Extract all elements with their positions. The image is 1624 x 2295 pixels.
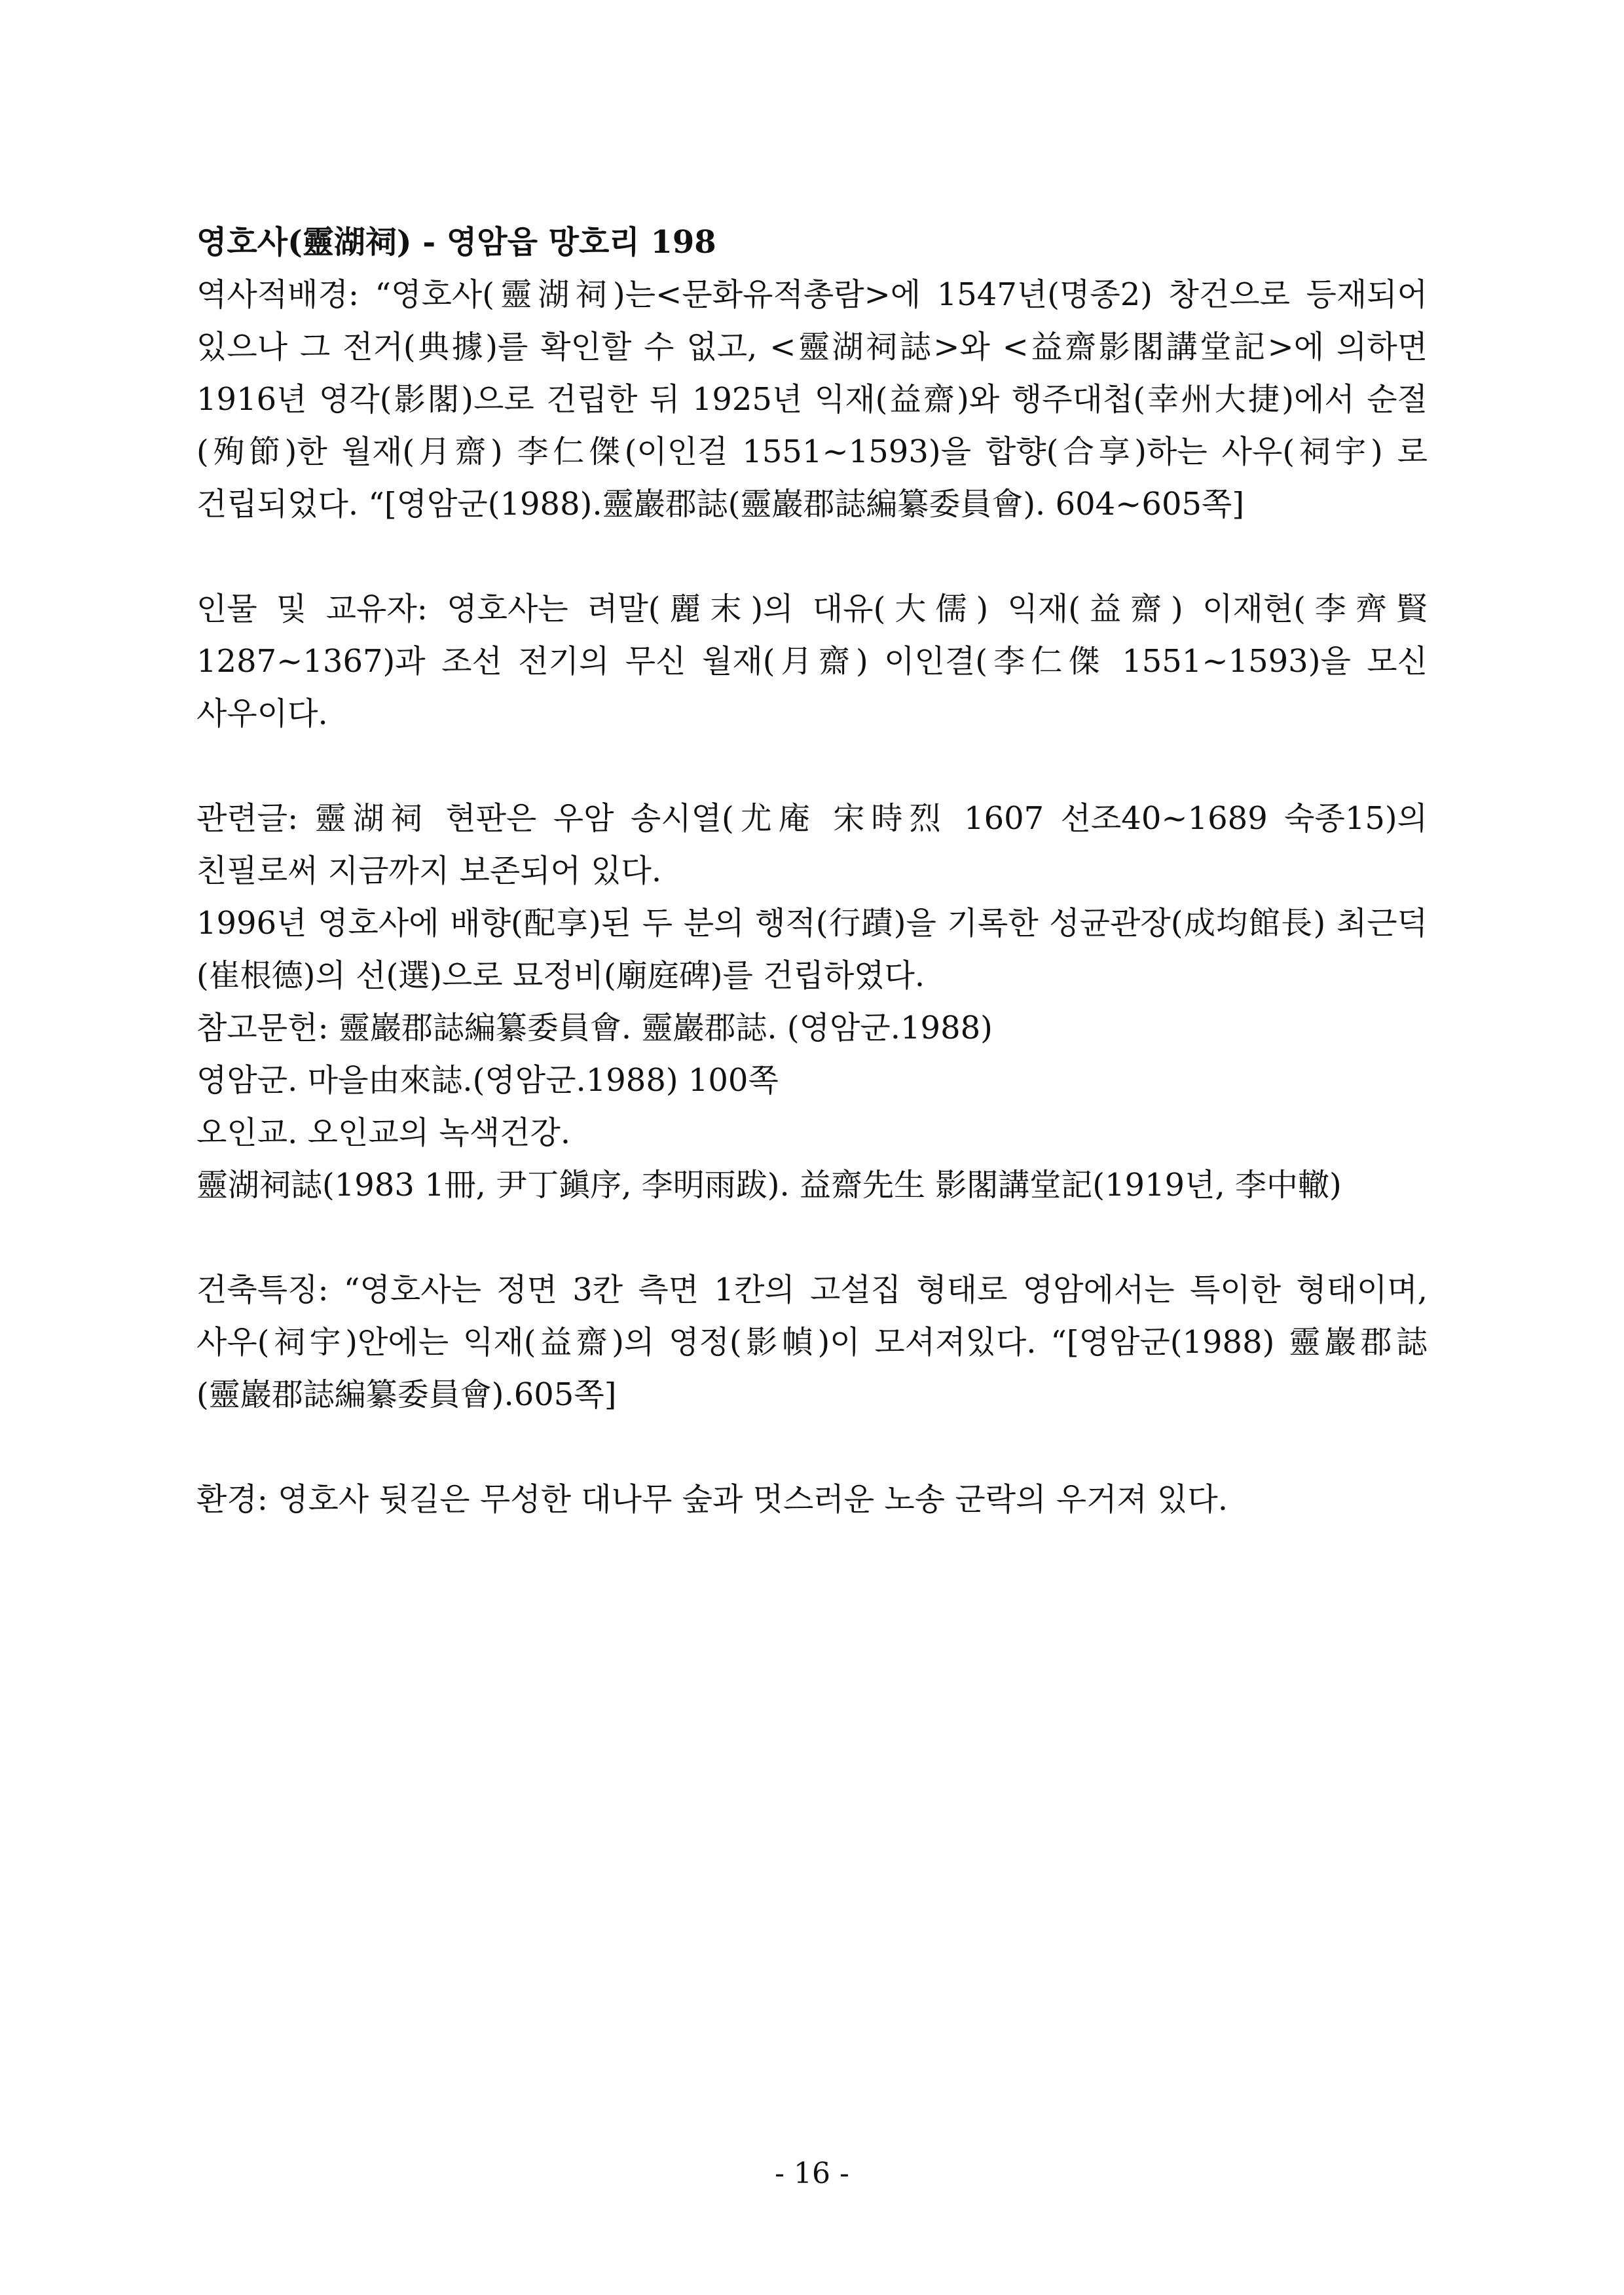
history-paragraph: 역사적배경: “영호사(靈湖祠)는<문화유적총람>에 1547년(명종2) 창건으로 등재되어 있으나 그 전거(典據)를 확인할 수 없고, <靈湖祠誌>와 <益齋影閣講堂記>에 의하면 1916년 영각(影閣)으로 건립한 뒤 1925년 익재(益齋)와 행주대첩(幸州大捷)에서 순절(殉節)한 월재(月齋) 李仁傑(이인걸 1551~1593)을 합향(合享)하는 사우(祠宇) 로 건립되었다. “[영암군(1988).靈巖郡誌(靈巖郡誌編纂委員會). 604~605쪽] xyxy=(196,276,1428,523)
reference-line-1: 참고문헌: 靈巖郡誌編纂委員會. 靈巖郡誌. (영암군.1988) xyxy=(196,1010,993,1046)
reference-line-3: 오인교. 오인교의 녹색건강. xyxy=(196,1114,571,1151)
paragraph-spacer xyxy=(196,1211,1428,1264)
paragraph-spacer xyxy=(196,530,1428,583)
related-paragraph: 관련글: 靈湖祠 현판은 우암 송시열(尤庵 宋時烈 1607 선조40~1689 숙종15)의 친필로써 지금까지 보존되어 있다. xyxy=(196,800,1428,889)
document-body xyxy=(196,216,1428,1526)
document-title: 영호사(靈湖祠) - 영암읍 망호리 198 xyxy=(196,224,716,261)
reference-line-2: 영암군. 마을由來誌.(영암군.1988) 100쪽 xyxy=(196,1062,779,1099)
page-number: - 16 - xyxy=(775,2157,849,2190)
paragraph-spacer xyxy=(196,1421,1428,1473)
environment-paragraph: 환경: 영호사 뒷길은 무성한 대나무 숲과 멋스러운 노송 군락의 우거져 있다. xyxy=(196,1481,1228,1518)
people-paragraph: 인물 및 교유자: 영호사는 려말(麗末)의 대유(大儒) 익재(益齋) 이재현(李齊賢 1287~1367)과 조선 전기의 무신 월재(月齋) 이인결(李仁傑 1551~1593)을 모신 사우이다. xyxy=(196,591,1428,732)
reference-line-4: 靈湖祠誌(1983 1冊, 尹丁鎭序, 李明雨跋). 益齋先生 影閣講堂記(1919년, 李中轍) xyxy=(196,1167,1342,1203)
paragraph-spacer xyxy=(196,740,1428,792)
architecture-paragraph: 건축특징: “영호사는 정면 3칸 측면 1칸의 고설집 형태로 영암에서는 특이한 형태이며, 사우(祠宇)안에는 익재(益齋)의 영정(影幀)이 모셔져있다. “[영암군(1988) 靈巖郡誌 (靈巖郡誌編纂委員會).605쪽] xyxy=(196,1272,1428,1413)
memorial-paragraph: 1996년 영호사에 배향(配享)된 두 분의 행적(行蹟)을 기록한 성균관장(成均館長) 최근덕(崔根德)의 선(選)으로 묘정비(廟庭碑)를 건립하였다. xyxy=(196,905,1428,994)
